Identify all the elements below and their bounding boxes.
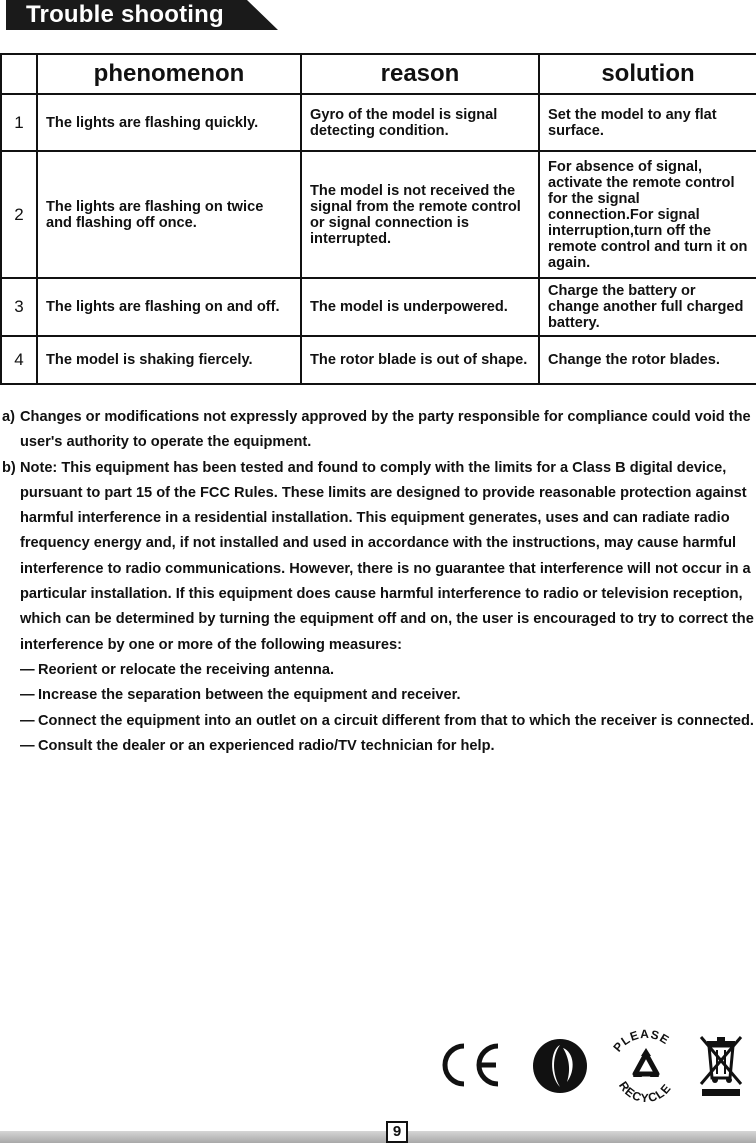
table-row: [1, 151, 756, 278]
phenomenon-cell: The lights are flashing on and off.: [37, 278, 301, 336]
note-b-label: b): [2, 459, 16, 476]
table-header-row: [1, 54, 756, 94]
reason-cell: Gyro of the model is signal detecting condition.: [301, 94, 539, 151]
measure-text: Consult the dealer or an experienced radio/TV technician for help.: [38, 737, 495, 754]
measure-text: Reorient or relocate the receiving antenna.: [38, 661, 335, 678]
note-a-label: a): [2, 409, 15, 425]
page-number: 9: [386, 1121, 408, 1143]
svg-text:PLEASE: [610, 1027, 672, 1055]
note-b-text: Note: This equipment has been tested and found to comply with the limits for a Class B digital device, pursuant to part 15 of the FCC Rules. These limits are designed to provide reasonable protection against harmful interference in a residential installation. This equipment generates, uses and can radiate radio frequency energy and, if not installed and used in accordance with the instructions, may cause harmful interference to radio communications. However, there is no guarantee that interference will not occur in a particular installation. If this equipment does cause harmful interference to radio or television reception, which can be determined by turning the equipment off and on, the user is encouraged to try to correct the interference by one or more of the following measures:: [20, 459, 754, 653]
solution-cell: Set the model to any flat surface.: [539, 94, 756, 151]
measure-item: [0, 734, 756, 759]
dash-marker: —: [20, 687, 35, 704]
fcc-notes: [0, 405, 756, 759]
row-number: 2: [1, 151, 37, 278]
svg-text:RECYCLE: [616, 1079, 674, 1104]
phenomenon-cell: The lights are flashing on twice and flashing off once.: [37, 151, 301, 278]
recycle-bottom-text: RECYCLE: [616, 1078, 675, 1104]
reason-cell: The model is not received the signal from the remote control or signal connection is interrupted.: [301, 151, 539, 278]
section-title: Trouble shooting: [26, 1, 224, 28]
recycle-top-text: PLEASE: [610, 1026, 673, 1055]
measure-item: [0, 658, 756, 683]
phenomenon-cell: The lights are flashing quickly.: [37, 94, 301, 151]
dash-marker: —: [20, 661, 35, 678]
header-phenomenon: phenomenon: [37, 54, 301, 94]
trouble-shooting-table: [0, 53, 756, 385]
table-row: [1, 278, 756, 336]
please-recycle-icon: [602, 1024, 690, 1104]
dash-marker: —: [20, 737, 35, 754]
solution-cell: Charge the battery or change another full charged battery.: [539, 278, 756, 336]
measure-item: [0, 683, 756, 708]
footer-bar: [0, 1131, 756, 1143]
header-reason: reason: [301, 54, 539, 94]
table-row: [1, 336, 756, 384]
note-a-text: Changes or modifications not expressly approved by the party responsible for compliance could void the user's authority to operate the equipment.: [20, 409, 751, 451]
table-row: [1, 94, 756, 151]
row-number: 1: [1, 94, 37, 151]
solution-cell: For absence of signal, activate the remote control for the signal connection.For signal interruption,turn off the remote control and turn it on again.: [539, 151, 756, 278]
measure-text: Increase the separation between the equipment and receiver.: [38, 687, 461, 704]
measure-text: Connect the equipment into an outlet on a circuit different from that to which the receiver is connected.: [38, 712, 754, 729]
header-solution: solution: [539, 54, 756, 94]
section-banner: [6, 0, 278, 30]
note-a: [0, 405, 756, 456]
reason-cell: The model is underpowered.: [301, 278, 539, 336]
dash-marker: —: [20, 712, 35, 729]
crossed-bin-icon: [698, 1032, 744, 1098]
solution-cell: Change the rotor blades.: [539, 336, 756, 384]
ce-mark-icon: [434, 1040, 504, 1090]
row-number: 4: [1, 336, 37, 384]
green-dot-icon: [530, 1036, 590, 1096]
phenomenon-cell: The model is shaking fiercely.: [37, 336, 301, 384]
measure-item: [0, 709, 756, 734]
note-b: [0, 456, 756, 658]
reason-cell: The rotor blade is out of shape.: [301, 336, 539, 384]
compliance-logos: [420, 1018, 750, 1103]
header-num: [1, 54, 37, 94]
row-number: 3: [1, 278, 37, 336]
